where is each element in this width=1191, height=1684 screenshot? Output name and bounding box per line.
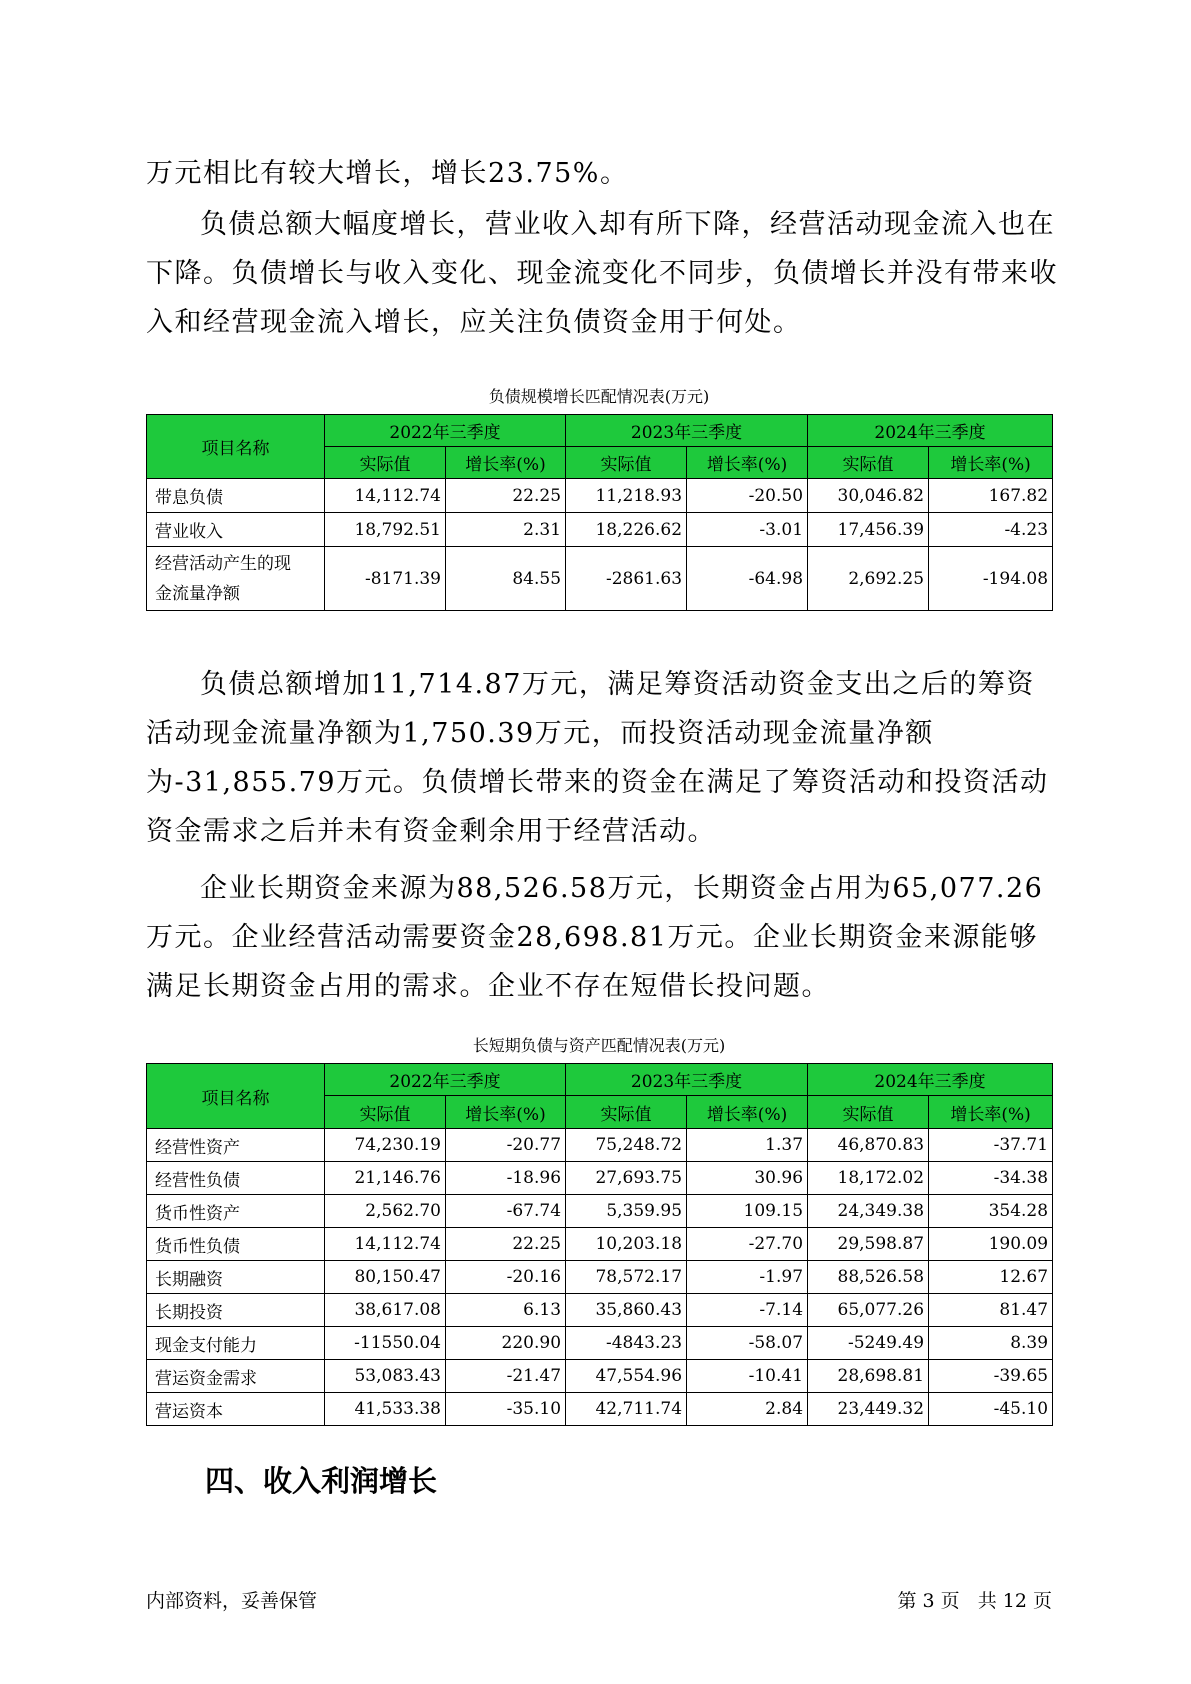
table1-caption: 负债规模增长匹配情况表(万元) [488,387,710,406]
table-row [147,479,1053,513]
row-label: 经营性资产 [147,1129,325,1162]
actual-value-header: 实际值 [808,1096,929,1129]
row-label: 带息负债 [147,479,325,513]
table-cell: -34.38 [929,1162,1053,1195]
table-cell: -20.50 [687,479,808,513]
table-cell: -21.47 [446,1360,566,1393]
growth-rate-header: 增长率(%) [929,447,1053,479]
table-cell: 88,526.58 [808,1261,929,1294]
table-cell: -20.77 [446,1129,566,1162]
table-cell: 22.25 [446,1228,566,1261]
table-cell: 30.96 [687,1162,808,1195]
table-cell: 53,083.43 [325,1360,446,1393]
table-cell: -64.98 [687,547,808,611]
table-cell: -8171.39 [325,547,446,611]
actual-value-header: 实际值 [566,447,687,479]
table-row [147,1195,1053,1228]
growth-rate-header: 增长率(%) [446,447,566,479]
table-cell: 167.82 [929,479,1053,513]
page-number: 第 3 页 共 12 页 [897,1590,1052,1612]
table-cell: 2.31 [446,513,566,547]
row-label: 营业收入 [147,513,325,547]
period-header: 2022年三季度 [325,1064,566,1096]
table-cell: 75,248.72 [566,1129,687,1162]
table-cell: 6.13 [446,1294,566,1327]
table-cell: 29,598.87 [808,1228,929,1261]
table-cell: -11550.04 [325,1327,446,1360]
table-cell: 2,692.25 [808,547,929,611]
table-row [147,513,1053,547]
table-cell: 47,554.96 [566,1360,687,1393]
row-label: 营运资金需求 [147,1360,325,1393]
table-cell: 354.28 [929,1195,1053,1228]
table-cell: -194.08 [929,547,1053,611]
table-cell: 12.67 [929,1261,1053,1294]
row-label: 营运资本 [147,1393,325,1426]
table-cell: 1.37 [687,1129,808,1162]
period-header: 2023年三季度 [566,1064,808,1096]
table-cell: 18,172.02 [808,1162,929,1195]
table-cell: 11,218.93 [566,479,687,513]
table-cell: 74,230.19 [325,1129,446,1162]
actual-value-header: 实际值 [325,447,446,479]
table-row [147,1228,1053,1261]
table-cell: 35,860.43 [566,1294,687,1327]
row-label-line: 经营活动产生的现 [155,553,291,574]
table-cell: -3.01 [687,513,808,547]
section-heading: 四、收入利润增长 [205,1464,438,1498]
actual-value-header: 实际值 [566,1096,687,1129]
table-row [147,1393,1053,1426]
debt-growth-table [146,414,1053,611]
table-cell: 78,572.17 [566,1261,687,1294]
table-cell: 46,870.83 [808,1129,929,1162]
table-cell: 14,112.74 [325,479,446,513]
table-cell: 27,693.75 [566,1162,687,1195]
table-cell: 2.84 [687,1393,808,1426]
table-row [147,1294,1053,1327]
period-header: 2024年三季度 [808,415,1053,447]
period-header: 2023年三季度 [566,415,808,447]
actual-value-header: 实际值 [325,1096,446,1129]
table-row [147,1327,1053,1360]
paragraph-3: 负债总额增加11,714.87万元，满足筹资活动资金支出之后的筹资活动现金流量净额为1,750.39万元，而投资活动现金流量净额为-31,855.79万元。负债增长带来的资金在满足了筹资活动和投资活动资金需求之后并未有资金剩余用于经营活动。 [146,669,1049,847]
paragraph-1: 万元相比有较大增长，增长23.75%。 [146,158,629,189]
table-cell: -1.97 [687,1261,808,1294]
table-cell: 81.47 [929,1294,1053,1327]
table-cell: 14,112.74 [325,1228,446,1261]
table-cell: 109.15 [687,1195,808,1228]
table-cell: 2,562.70 [325,1195,446,1228]
paragraph-2: 负债总额大幅度增长，营业收入却有所下降，经营活动现金流入也在下降。负债增长与收入变化、现金流变化不同步，负债增长并没有带来收入和经营现金流入增长，应关注负债资金用于何处。 [146,209,1058,338]
paragraph-4: 企业长期资金来源为88,526.58万元，长期资金占用为65,077.26万元。企业经营活动需要资金28,698.81万元。企业长期资金来源能够满足长期资金占用的需求。企业不存在短借长投问题。 [146,873,1044,1002]
table-cell: -20.16 [446,1261,566,1294]
actual-value-header: 实际值 [808,447,929,479]
table-cell: 8.39 [929,1327,1053,1360]
item-name-header: 项目名称 [147,1064,325,1129]
footer-left: 内部资料，妥善保管 [146,1590,318,1612]
table-cell: -39.65 [929,1360,1053,1393]
table-row [147,1360,1053,1393]
table-cell: 18,226.62 [566,513,687,547]
table-cell: 28,698.81 [808,1360,929,1393]
period-header: 2022年三季度 [325,415,566,447]
table-cell: -58.07 [687,1327,808,1360]
table-cell: -35.10 [446,1393,566,1426]
row-label: 现金支付能力 [147,1327,325,1360]
table-row [147,547,1053,611]
table-cell: 30,046.82 [808,479,929,513]
row-label: 长期投资 [147,1294,325,1327]
table-body [147,1129,1053,1426]
table-row [147,1129,1053,1162]
table-cell: 23,449.32 [808,1393,929,1426]
table-cell: 22.25 [446,479,566,513]
table-cell: -4.23 [929,513,1053,547]
row-label: 货币性资产 [147,1195,325,1228]
table-cell: 5,359.95 [566,1195,687,1228]
table-row [147,1261,1053,1294]
row-label: 长期融资 [147,1261,325,1294]
table-cell: 65,077.26 [808,1294,929,1327]
period-header: 2024年三季度 [808,1064,1053,1096]
table-cell: 17,456.39 [808,513,929,547]
table-cell: -4843.23 [566,1327,687,1360]
table-cell: 41,533.38 [325,1393,446,1426]
table-cell: -67.74 [446,1195,566,1228]
table-cell: 220.90 [446,1327,566,1360]
row-label [147,547,325,611]
growth-rate-header: 增长率(%) [687,1096,808,1129]
table-cell: -18.96 [446,1162,566,1195]
growth-rate-header: 增长率(%) [929,1096,1053,1129]
table-cell: 190.09 [929,1228,1053,1261]
table-cell: 10,203.18 [566,1228,687,1261]
growth-rate-header: 增长率(%) [687,447,808,479]
table-cell: -2861.63 [566,547,687,611]
table-cell: -5249.49 [808,1327,929,1360]
table-cell: -7.14 [687,1294,808,1327]
item-name-header: 项目名称 [147,415,325,479]
table2-caption: 长短期负债与资产匹配情况表(万元) [472,1036,726,1055]
table-cell: 80,150.47 [325,1261,446,1294]
table-row [147,1162,1053,1195]
row-label: 货币性负债 [147,1228,325,1261]
table-cell: 21,146.76 [325,1162,446,1195]
table-cell: -45.10 [929,1393,1053,1426]
table-cell: -10.41 [687,1360,808,1393]
table-cell: 42,711.74 [566,1393,687,1426]
asset-liability-table [146,1063,1053,1426]
table-cell: 84.55 [446,547,566,611]
table-cell: 24,349.38 [808,1195,929,1228]
table-cell: 38,617.08 [325,1294,446,1327]
table-cell: 18,792.51 [325,513,446,547]
row-label-line: 金流量净额 [155,583,240,604]
table-cell: -37.71 [929,1129,1053,1162]
growth-rate-header: 增长率(%) [446,1096,566,1129]
table-cell: -27.70 [687,1228,808,1261]
row-label: 经营性负债 [147,1162,325,1195]
